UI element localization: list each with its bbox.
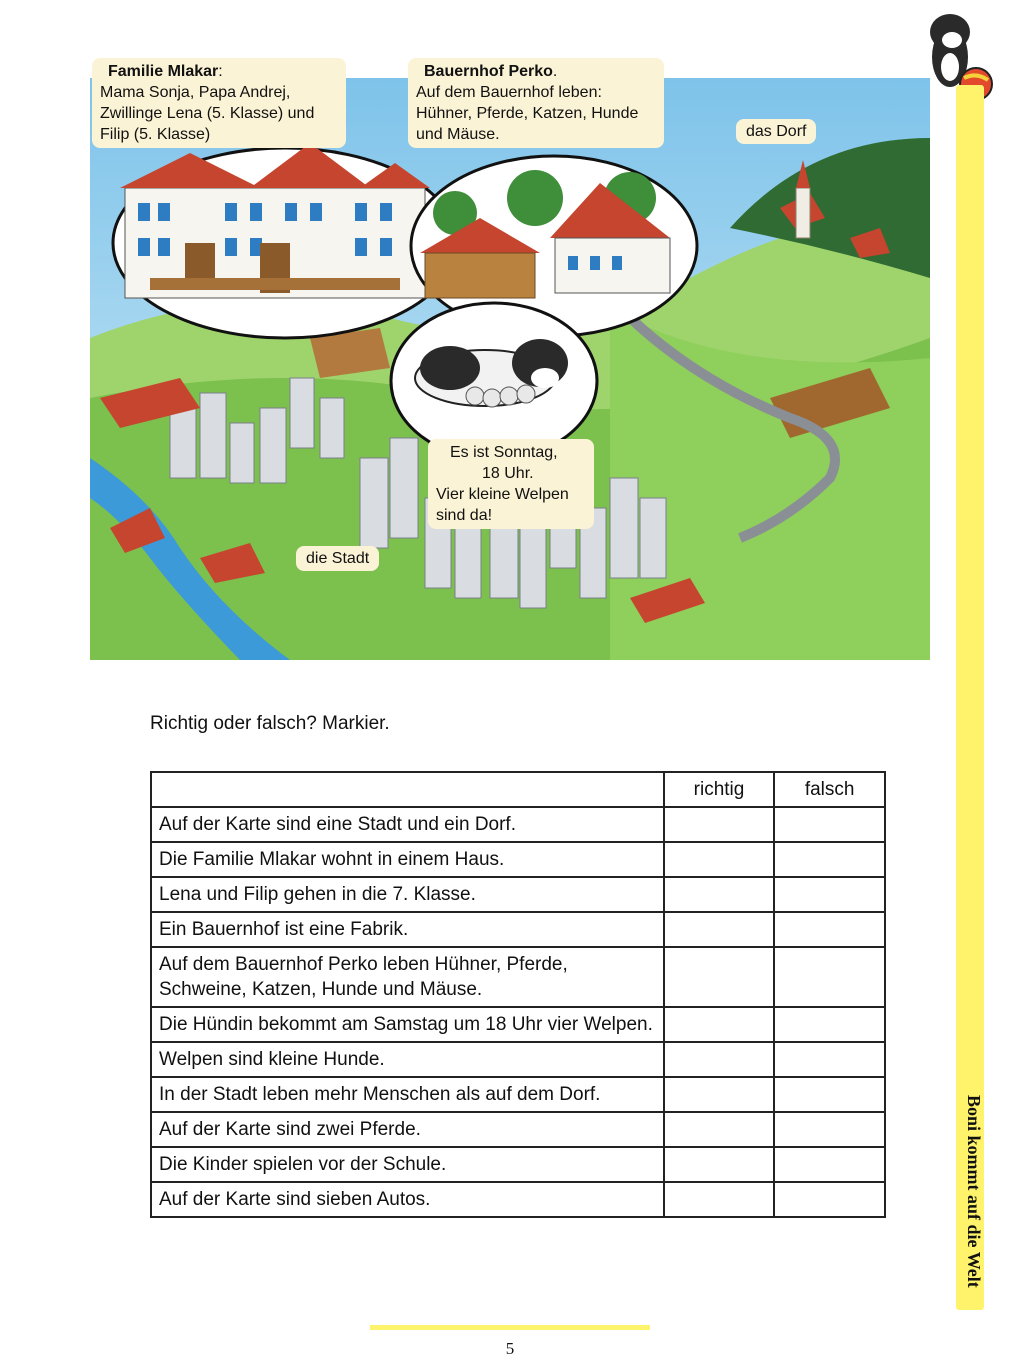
puppies-caption-line: Es ist Sonntag, — [450, 444, 558, 461]
statement-text: Auf der Karte sind zwei Pferde. — [151, 1112, 664, 1147]
richtig-checkbox[interactable] — [664, 1007, 775, 1042]
richtig-checkbox[interactable] — [664, 1042, 775, 1077]
falsch-checkbox[interactable] — [774, 1042, 885, 1077]
family-caption-line: Mama Sonja, Papa Andrej, — [100, 84, 291, 101]
table-row — [151, 947, 885, 1007]
richtig-checkbox[interactable] — [664, 912, 775, 947]
farm-caption — [408, 58, 664, 148]
richtig-checkbox[interactable] — [664, 1112, 775, 1147]
puppies-caption — [428, 439, 594, 529]
richtig-checkbox[interactable] — [664, 1182, 775, 1217]
falsch-checkbox[interactable] — [774, 1147, 885, 1182]
statement-text: Lena und Filip gehen in die 7. Klasse. — [151, 877, 664, 912]
statement-text: Auf der Karte sind eine Stadt und ein Dorf. — [151, 807, 664, 842]
family-caption-title: Familie Mlakar — [108, 63, 219, 80]
instruction-text: Richtig oder falsch? Markier. — [150, 713, 390, 734]
statement-text: Ein Bauernhof ist eine Fabrik. — [151, 912, 664, 947]
falsch-checkbox[interactable] — [774, 877, 885, 912]
puppies-caption-line: Vier kleine Welpen — [436, 486, 569, 503]
farm-caption-title: Bauernhof Perko — [424, 63, 553, 80]
table-row — [151, 807, 885, 842]
falsch-checkbox[interactable] — [774, 947, 885, 1007]
richtig-checkbox[interactable] — [664, 877, 775, 912]
landscape-drawing — [90, 78, 930, 660]
statement-text: Welpen sind kleine Hunde. — [151, 1042, 664, 1077]
richtig-checkbox[interactable] — [664, 947, 775, 1007]
table-row — [151, 1042, 885, 1077]
statement-text: Auf dem Bauernhof Perko leben Hühner, Pferde, Schweine, Katzen, Hunde und Mäuse. — [151, 947, 664, 1007]
farm-caption-line: Hühner, Pferde, Katzen, Hunde — [416, 105, 639, 122]
side-title: Boni kommt auf die Welt — [964, 1095, 984, 1288]
richtig-checkbox[interactable] — [664, 807, 775, 842]
table-header-row — [151, 772, 885, 807]
puppies-caption-line: sind da! — [436, 507, 493, 524]
statement-text: Die Hündin bekommt am Samstag um 18 Uhr vier Welpen. — [151, 1007, 664, 1042]
map-illustration — [90, 63, 930, 660]
falsch-checkbox[interactable] — [774, 807, 885, 842]
table-row — [151, 1147, 885, 1182]
falsch-checkbox[interactable] — [774, 1112, 885, 1147]
family-caption-line: Zwillinge Lena (5. Klasse) und — [100, 105, 315, 122]
true-false-table — [150, 771, 886, 1218]
richtig-checkbox[interactable] — [664, 1147, 775, 1182]
family-caption-title-suffix: : — [218, 63, 223, 80]
family-caption — [92, 58, 346, 148]
falsch-checkbox[interactable] — [774, 842, 885, 877]
family-caption-line: Filip (5. Klasse) — [100, 126, 211, 143]
table-row — [151, 877, 885, 912]
richtig-checkbox[interactable] — [664, 842, 775, 877]
farm-caption-line: und Mäuse. — [416, 126, 500, 143]
table-row — [151, 1112, 885, 1147]
page-number: 5 — [505, 1339, 515, 1358]
header-richtig: richtig — [664, 772, 775, 807]
falsch-checkbox[interactable] — [774, 1077, 885, 1112]
statement-text: Auf der Karte sind sieben Autos. — [151, 1182, 664, 1217]
village-label: das Dorf — [736, 119, 816, 144]
table-row — [151, 912, 885, 947]
table-row — [151, 1182, 885, 1217]
statement-text: Die Familie Mlakar wohnt in einem Haus. — [151, 842, 664, 877]
footer-accent-line — [370, 1325, 650, 1330]
header-falsch: falsch — [774, 772, 885, 807]
table-row — [151, 842, 885, 877]
farm-caption-title-suffix: . — [552, 63, 558, 80]
statement-text: In der Stadt leben mehr Menschen als auf dem Dorf. — [151, 1077, 664, 1112]
richtig-checkbox[interactable] — [664, 1077, 775, 1112]
header-statement — [151, 772, 664, 807]
falsch-checkbox[interactable] — [774, 1182, 885, 1217]
table-row — [151, 1077, 885, 1112]
city-label: die Stadt — [296, 546, 379, 571]
statement-text: Die Kinder spielen vor der Schule. — [151, 1147, 664, 1182]
puppies-caption-line: 18 Uhr. — [482, 465, 534, 482]
table-row — [151, 1007, 885, 1042]
falsch-checkbox[interactable] — [774, 912, 885, 947]
falsch-checkbox[interactable] — [774, 1007, 885, 1042]
farm-caption-line: Auf dem Bauernhof leben: — [416, 84, 602, 101]
